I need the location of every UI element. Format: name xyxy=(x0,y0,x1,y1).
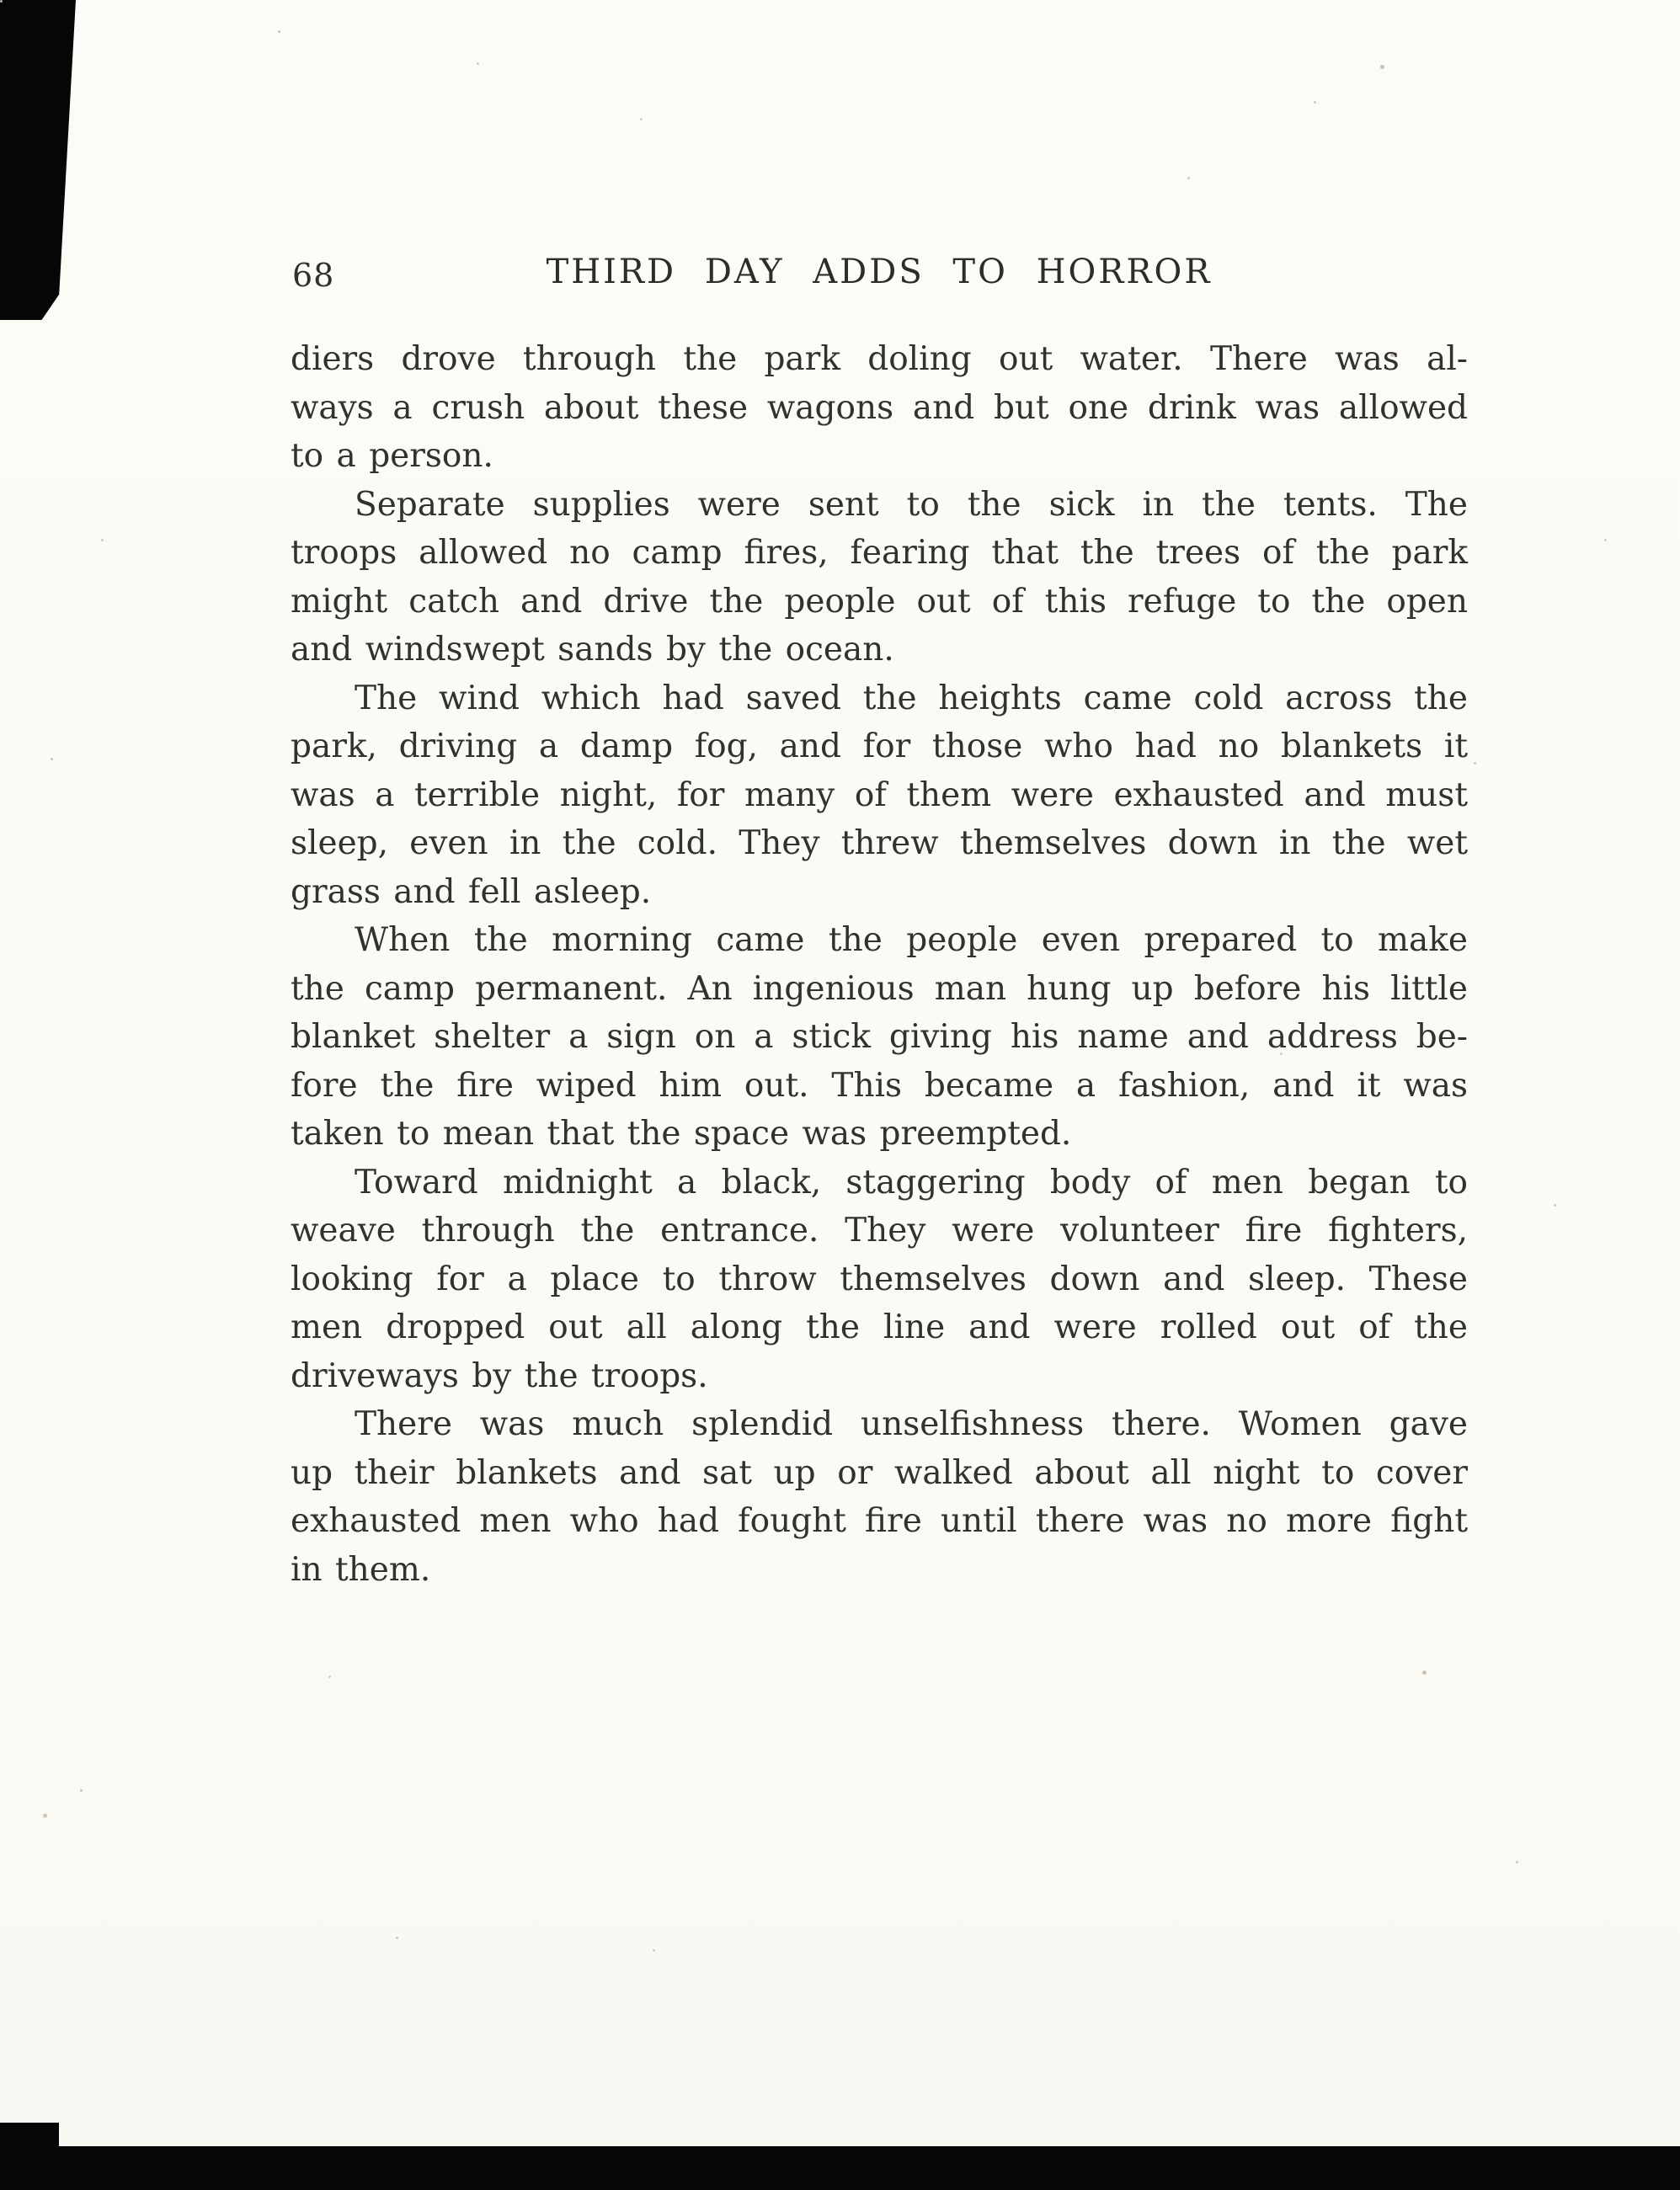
text-line: and windswept sands by the ocean. xyxy=(291,631,894,669)
scan-noise-specks xyxy=(0,0,3,3)
scan-artifact-bottom-left xyxy=(0,2123,59,2156)
text-line: park, driving a damp fog, and for those who had no blankets it xyxy=(291,727,1468,765)
paragraph xyxy=(291,1159,1468,1401)
text-line: taken to mean that the space was preempted. xyxy=(291,1115,1072,1153)
paragraph xyxy=(291,481,1468,674)
paragraph xyxy=(291,335,1468,481)
running-head-title: THIRD DAY ADDS TO HORROR xyxy=(546,253,1213,291)
text-line: Separate supplies were sent to the sick in the tents. The xyxy=(355,485,1468,524)
text-line: driveways by the troops. xyxy=(291,1356,708,1395)
text-line: sleep, even in the cold. They threw themselves down in the wet xyxy=(291,824,1468,862)
text-line: troops allowed no camp fires, fearing that the trees of the park xyxy=(291,534,1468,572)
text-line: When the morning came the people even prepared to make xyxy=(355,921,1468,959)
text-line: grass and fell asleep. xyxy=(291,872,652,911)
text-line: looking for a place to throw themselves down and sleep. These xyxy=(291,1260,1468,1298)
text-line: men dropped out all along the line and were rolled out of the xyxy=(291,1308,1468,1346)
text-line: exhausted men who had fought fire until there was no more fight xyxy=(291,1502,1468,1540)
text-line: There was much splendid unselfishness there. Women gave xyxy=(355,1405,1468,1443)
text-line: fore the fire wiped him out. This became a fashion, and it was xyxy=(291,1066,1468,1105)
paragraph xyxy=(291,674,1468,917)
text-line: to a person. xyxy=(291,437,493,475)
page-number: 68 xyxy=(292,257,335,294)
scan-artifact-bottom-bar xyxy=(0,2146,1680,2190)
text-line: up their blankets and sat up or walked about all night to cover xyxy=(291,1453,1468,1492)
text-line: blanket shelter a sign on a stick giving his name and address be- xyxy=(291,1018,1468,1056)
paragraph xyxy=(291,1400,1468,1594)
text-line: the camp permanent. An ingenious man hung up before his little xyxy=(291,969,1468,1008)
text-block xyxy=(291,335,1468,1594)
masthead xyxy=(291,253,1468,305)
text-line: in them. xyxy=(291,1550,431,1589)
text-line: weave through the entrance. They were volunteer fire fighters, xyxy=(291,1212,1468,1250)
scan-artifact-top-left xyxy=(0,0,76,320)
text-line: was a terrible night, for many of them were exhausted and must xyxy=(291,775,1468,814)
text-line: Toward midnight a black, staggering body of men began to xyxy=(355,1163,1468,1202)
text-line: The wind which had saved the heights came cold across the xyxy=(355,679,1468,717)
text-line: ways a crush about these wagons and but one drink was allowed xyxy=(291,388,1468,427)
paragraph xyxy=(291,916,1468,1159)
text-line: diers drove through the park doling out water. There was al- xyxy=(291,340,1468,378)
text-line: might catch and drive the people out of this refuge to the open xyxy=(291,582,1468,621)
